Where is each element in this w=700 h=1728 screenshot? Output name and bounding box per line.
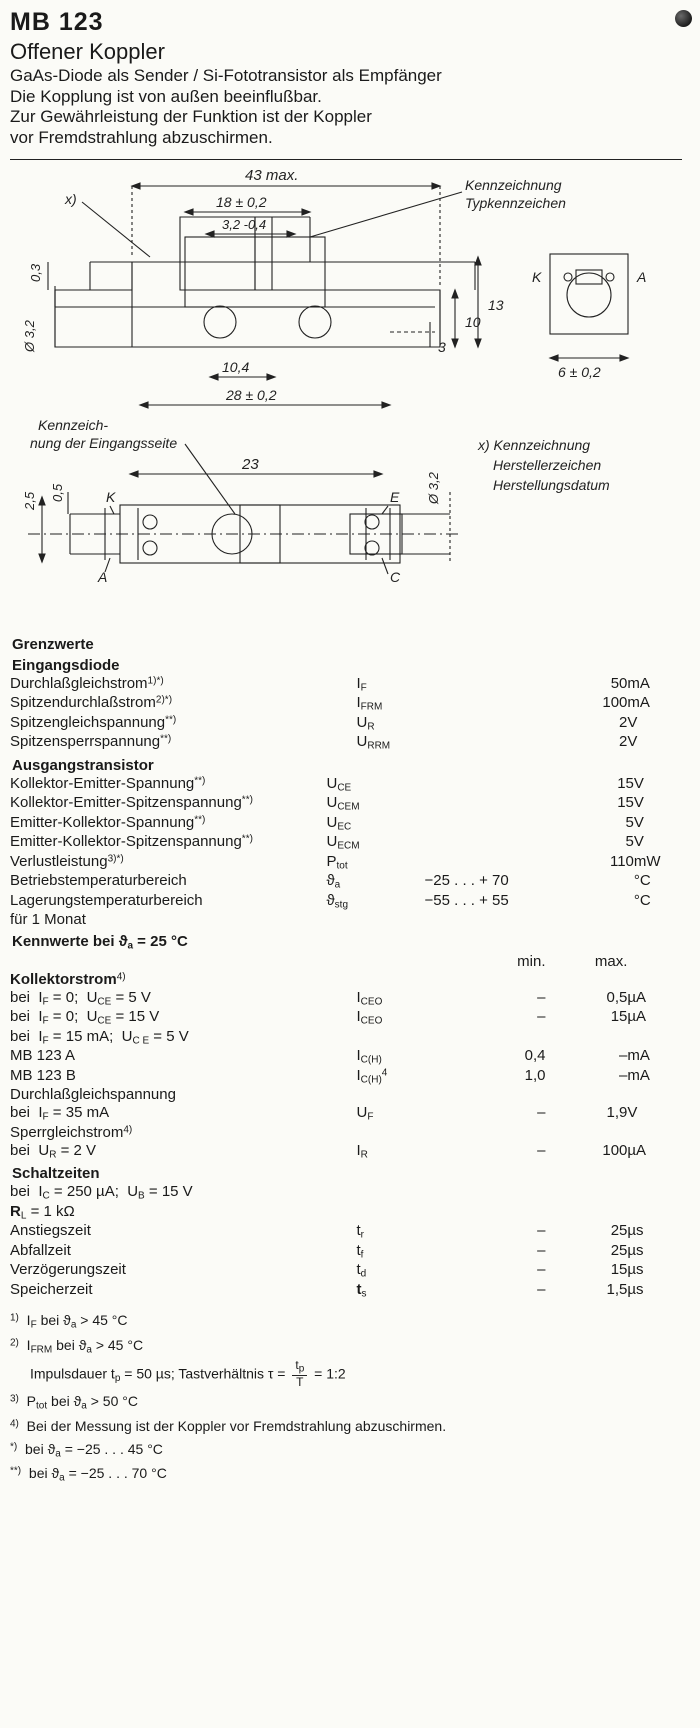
svg-text:x) Kennzeichnung: x) Kennzeichnung bbox=[478, 436, 591, 453]
row-symbol-sub: CE bbox=[337, 782, 352, 794]
table-row: bei $I_F = 35$ mA $U_F$ – 1,9 V bbox=[10, 1104, 682, 1124]
svg-text:Kennzeichnung: Kennzeichnung bbox=[465, 176, 562, 193]
row-value: 50 bbox=[610, 674, 628, 692]
row-footnote-marker: **) bbox=[194, 775, 206, 787]
description-line-4: vor Fremdstrahlung abzuschirmen. bbox=[10, 128, 273, 148]
description-line-3: Zur Gewährleistung der Funktion ist der Koppler bbox=[10, 107, 372, 127]
characteristics-table bbox=[10, 953, 682, 1162]
row-symbol: U bbox=[326, 794, 338, 812]
row-max: 1,5 bbox=[606, 1280, 628, 1298]
row-label: Abfallzeit bbox=[10, 1241, 71, 1259]
row-unit: °C bbox=[633, 872, 651, 890]
row-max: 1,9 bbox=[606, 1104, 628, 1122]
svg-text:Herstellungsdatum: Herstellungsdatum bbox=[493, 476, 610, 493]
row-footnote-marker: **) bbox=[194, 814, 206, 826]
row-symbol-sub: EC bbox=[337, 821, 352, 833]
svg-text:E: E bbox=[390, 488, 400, 505]
row-value: 15 bbox=[617, 774, 634, 792]
row-unit: µA bbox=[627, 988, 647, 1006]
row-symbol: U bbox=[356, 733, 368, 751]
group-title-row: Kollektorstrom$^{4)}$ bbox=[10, 970, 126, 988]
row-label: für 1 Monat bbox=[10, 911, 86, 929]
table-row: Abfallzeit $t_f$ – 25 µs bbox=[10, 1242, 682, 1262]
col-header-min: min. bbox=[517, 952, 546, 970]
row-symbol-sub: FRM bbox=[360, 701, 383, 713]
switching-times-title: Schaltzeiten bbox=[12, 1165, 100, 1183]
row-footnote-marker: **) bbox=[241, 794, 253, 806]
row-max: – bbox=[619, 1066, 628, 1084]
row-label: Emitter-Kollektor-Spitzenspannung bbox=[10, 833, 242, 851]
row-max: 25 bbox=[610, 1222, 628, 1240]
row-label: MB 123 B bbox=[10, 1066, 76, 1084]
row-value: −25 . . . + 70 bbox=[424, 872, 509, 890]
row-symbol: U bbox=[356, 713, 368, 731]
group-title: Kollektorstrom bbox=[10, 970, 117, 988]
row-value: −55 . . . + 55 bbox=[424, 891, 509, 909]
row-min: – bbox=[537, 1222, 546, 1240]
svg-text:Typkennzeichen: Typkennzeichen bbox=[465, 194, 566, 211]
row-symbol-sub: a bbox=[334, 879, 341, 891]
table-row: bei $U_R = 2$ V $I_R$ – 100 µA bbox=[10, 1142, 682, 1162]
group-title: Sperrgleichstrom bbox=[10, 1123, 124, 1141]
switching-times-table bbox=[10, 1183, 682, 1300]
duty-cycle-fraction: $\frac{t_p}{T}$ bbox=[292, 1359, 307, 1389]
row-min: – bbox=[537, 1141, 546, 1159]
limits-group-eingangsdiode-title: Eingangsdiode bbox=[12, 656, 120, 674]
column-header-row bbox=[10, 953, 682, 971]
row-label: Betriebstemperaturbereich bbox=[10, 872, 187, 890]
row-footnote-marker: **) bbox=[241, 833, 253, 845]
table-row bbox=[10, 911, 682, 929]
row-unit: mA bbox=[627, 1066, 650, 1084]
svg-text:x): x) bbox=[65, 190, 77, 207]
row-symbol-sub: F bbox=[360, 682, 367, 694]
row-footnote-marker: 2)*) bbox=[155, 694, 173, 706]
row-min: – bbox=[537, 1261, 546, 1279]
limits-output-transistor-table bbox=[10, 775, 682, 930]
svg-text:6 ± 0,2: 6 ± 0,2 bbox=[558, 363, 601, 380]
row-label: Spitzengleichspannung bbox=[10, 713, 166, 731]
row-label: Spitzensperrspannung bbox=[10, 733, 161, 751]
row-min: – bbox=[537, 1104, 546, 1122]
limits-title: Grenzwerte bbox=[12, 635, 94, 653]
row-max: – bbox=[619, 1047, 628, 1065]
row-symbol-sub: tot bbox=[336, 860, 348, 872]
row-unit: mW bbox=[633, 852, 661, 870]
footnote-2-cont: Impulsdauer $t_p = 50$ µs; Tastverhältnis τ = $\frac{t_p}{T}$ = 1:2 bbox=[30, 1358, 346, 1389]
table-row bbox=[10, 814, 682, 834]
drawing-svg bbox=[10, 162, 682, 632]
table-row: $R_L = 1$ kΩ bbox=[10, 1202, 75, 1222]
row-unit: V bbox=[627, 733, 638, 751]
row-footnote-marker: **) bbox=[160, 733, 172, 745]
svg-text:3,2 -0,4: 3,2 -0,4 bbox=[222, 216, 267, 232]
footnote-3: $^{3)}$ $P_{tot}$ bei $ϑ_a > 50$ °C bbox=[10, 1393, 138, 1412]
row-unit: V bbox=[627, 1104, 638, 1122]
row-value: 110 bbox=[609, 852, 634, 870]
row-label: Spitzendurchlaßstrom bbox=[10, 694, 156, 712]
row-unit: µA bbox=[627, 1008, 647, 1026]
row-unit: µs bbox=[627, 1280, 644, 1298]
row-max: 0,5 bbox=[606, 988, 628, 1006]
row-unit: V bbox=[633, 794, 644, 812]
row-label: Durchlaßgleichstrom bbox=[10, 674, 148, 692]
limits-group-ausgangstransistor-title: Ausgangstransistor bbox=[12, 756, 154, 774]
row-max: 100 bbox=[602, 1141, 628, 1159]
svg-text:C: C bbox=[390, 568, 401, 585]
svg-text:Ø 3,2: Ø 3,2 bbox=[22, 320, 37, 352]
svg-text:23: 23 bbox=[242, 455, 259, 473]
svg-text:Kennzeich-: Kennzeich- bbox=[38, 416, 109, 433]
limits-input-diode-table bbox=[10, 675, 682, 753]
row-symbol: ϑ bbox=[326, 872, 335, 890]
svg-text:18 ± 0,2: 18 ± 0,2 bbox=[216, 193, 267, 210]
row-unit: mA bbox=[627, 1047, 650, 1065]
svg-text:0,3: 0,3 bbox=[28, 263, 43, 282]
row-min: 0,4 bbox=[524, 1047, 546, 1065]
row-label: Emitter-Kollektor-Spannung bbox=[10, 813, 195, 831]
row-value: 100 bbox=[602, 694, 628, 712]
table-row bbox=[10, 872, 682, 892]
row-symbol-sub: RRM bbox=[367, 740, 391, 752]
svg-text:10: 10 bbox=[465, 313, 481, 330]
row-value: 5 bbox=[625, 813, 634, 831]
row-min: – bbox=[537, 1008, 546, 1026]
footnote-star: *) bei $ϑ_a = -25$ . . . 45 °C bbox=[10, 1440, 163, 1460]
svg-text:28 ± 0,2: 28 ± 0,2 bbox=[226, 386, 277, 403]
row-unit: V bbox=[633, 774, 644, 792]
table-row bbox=[10, 853, 682, 873]
table-row bbox=[10, 892, 682, 912]
footnote-1: $^{1)}$ $I_F$ bei $ϑ_a > 45$ °C bbox=[10, 1312, 128, 1331]
table-row bbox=[10, 694, 682, 714]
row-footnote-marker: 1)*) bbox=[147, 675, 164, 687]
group-title: Durchlaßgleichspannung bbox=[10, 1086, 176, 1104]
row-min: – bbox=[537, 988, 546, 1006]
header-divider bbox=[10, 159, 682, 160]
row-max: 15 bbox=[610, 1008, 628, 1026]
table-row: Verzögerungszeit $t_d$ – 15 µs bbox=[10, 1261, 682, 1281]
device-type-title: Offener Koppler bbox=[10, 39, 165, 64]
row-value: 15 bbox=[617, 794, 634, 812]
svg-text:13: 13 bbox=[488, 296, 504, 313]
svg-text:2,5: 2,5 bbox=[22, 491, 37, 510]
svg-text:Ø 3,2: Ø 3,2 bbox=[426, 472, 441, 504]
row-symbol: ϑ bbox=[326, 891, 335, 909]
table-row: Speicherzeit $t_s$ – 1,5 µs bbox=[10, 1281, 682, 1301]
row-symbol-sub: ECM bbox=[337, 840, 360, 852]
row-unit: mA bbox=[627, 674, 650, 692]
footnote-double-star: **) bei $ϑ_a = -25$ . . . 70 °C bbox=[10, 1465, 167, 1484]
row-symbol-sub: CEM bbox=[337, 801, 360, 813]
row-symbol: P bbox=[326, 852, 337, 870]
footnote-4: $^{4)}$ Bei der Messung ist der Koppler vor Fremdstrahlung abzuschirmen. bbox=[10, 1417, 447, 1434]
svg-text:nung der Eingangsseite: nung der Eingangsseite bbox=[30, 434, 178, 451]
row-unit: V bbox=[633, 813, 644, 831]
svg-text:3: 3 bbox=[438, 338, 446, 355]
row-min: – bbox=[537, 1241, 546, 1259]
row-unit: µA bbox=[627, 1141, 647, 1159]
row-label: Verzögerungszeit bbox=[10, 1261, 126, 1279]
row-unit: mA bbox=[627, 694, 650, 712]
dimension-drawing bbox=[10, 162, 682, 632]
header-block bbox=[10, 8, 682, 160]
row-label: Kollektor-Emitter-Spitzenspannung bbox=[10, 794, 242, 812]
row-unit: V bbox=[627, 713, 638, 731]
table-row bbox=[10, 775, 682, 795]
svg-text:43 max.: 43 max. bbox=[245, 166, 299, 184]
row-label: Speicherzeit bbox=[10, 1280, 93, 1298]
table-row: MB 123 B $I_{C(H)}^4$ 1,0 – mA bbox=[10, 1067, 682, 1087]
row-footnote-marker: 3)*) bbox=[107, 853, 124, 865]
row-unit: µs bbox=[627, 1222, 644, 1240]
row-label: Kollektor-Emitter-Spannung bbox=[10, 774, 195, 792]
svg-text:A: A bbox=[637, 268, 647, 285]
table-row bbox=[10, 714, 682, 734]
characteristics-title: Kennwerte bei $ϑ_a = 25$ °C bbox=[12, 933, 188, 952]
svg-text:10,4: 10,4 bbox=[222, 358, 250, 375]
row-symbol: U bbox=[326, 813, 338, 831]
row-symbol-sub: R bbox=[367, 721, 375, 733]
row-symbol: I bbox=[356, 674, 361, 692]
row-symbol-sub: stg bbox=[334, 899, 349, 911]
page-title: MB 123 bbox=[10, 8, 104, 36]
row-footnote-marker: **) bbox=[165, 714, 177, 726]
row-value: 2 bbox=[619, 733, 628, 751]
row-label: Anstiegszeit bbox=[10, 1222, 91, 1240]
row-label: Lagerungstemperaturbereich bbox=[10, 891, 203, 909]
row-min: – bbox=[537, 1280, 546, 1298]
row-label: Verlustleistung bbox=[10, 852, 108, 870]
table-row bbox=[10, 675, 682, 695]
table-row: bei $I_F = 0$; $U_{CE} = 5$ V $I_{CEO}$ – 0,5 µA bbox=[10, 989, 682, 1009]
description-line-1: GaAs-Diode als Sender / Si-Fototransistor als Empfänger bbox=[10, 66, 442, 85]
table-row: Anstiegszeit $t_r$ – 25 µs bbox=[10, 1222, 682, 1242]
footnotes-block bbox=[10, 1310, 682, 1485]
row-symbol: I bbox=[356, 694, 361, 712]
row-label: MB 123 A bbox=[10, 1047, 76, 1065]
col-header-max: max. bbox=[594, 952, 628, 970]
row-value: 5 bbox=[625, 833, 634, 851]
svg-text:K: K bbox=[532, 268, 542, 285]
svg-text:0,5: 0,5 bbox=[50, 483, 65, 502]
table-row: bei $I_F = 15$ mA; $U_{C E} = 5$ V bbox=[10, 1027, 189, 1047]
row-unit: °C bbox=[633, 891, 651, 909]
table-row: bei $I_C = 250$ µA; $U_B = 15$ V bbox=[10, 1183, 193, 1202]
row-value: 2 bbox=[619, 713, 628, 731]
row-unit: V bbox=[633, 833, 644, 851]
row-unit: µs bbox=[627, 1261, 644, 1279]
svg-text:A: A bbox=[98, 568, 108, 585]
table-row: MB 123 A $I_{C(H)}$ 0,4 – mA bbox=[10, 1047, 682, 1067]
table-row bbox=[10, 833, 682, 853]
svg-text:K: K bbox=[106, 488, 116, 505]
svg-text:Herstellerzeichen: Herstellerzeichen bbox=[493, 456, 602, 473]
description-line-2: Die Kopplung ist von außen beeinflußbar. bbox=[10, 86, 322, 106]
row-unit: µs bbox=[627, 1241, 644, 1259]
group-title-row bbox=[10, 1086, 682, 1104]
group-title-row: Sperrgleichstrom$^{4)}$ bbox=[10, 1123, 133, 1141]
row-max: 15 bbox=[610, 1261, 628, 1279]
footnote-2: $^{2)}$ $I_{FRM}$ bei $ϑ_a > 45$ °C bbox=[10, 1336, 144, 1356]
row-symbol: U bbox=[326, 833, 338, 851]
table-row bbox=[10, 733, 682, 753]
table-row: bei $I_F = 0$; $U_{CE} = 15$ V $I_{CEO}$ – 15 µA bbox=[10, 1008, 682, 1028]
row-symbol: U bbox=[326, 774, 338, 792]
table-row bbox=[10, 794, 682, 814]
row-max: 25 bbox=[610, 1241, 628, 1259]
row-min: 1,0 bbox=[524, 1066, 546, 1084]
